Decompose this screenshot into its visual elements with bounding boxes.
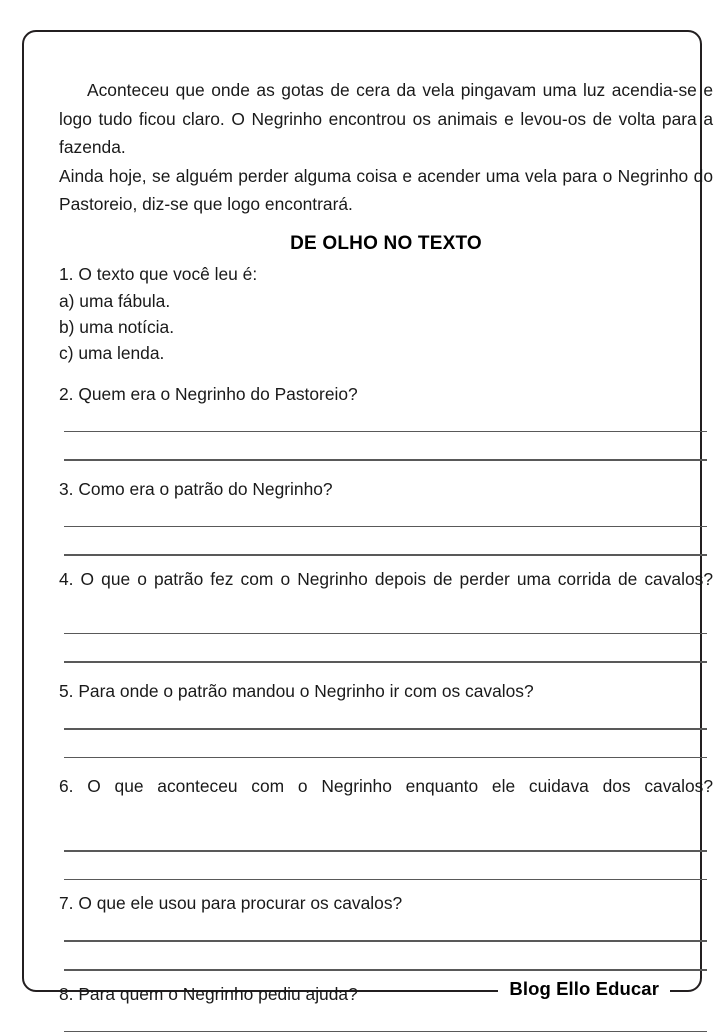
question-text-1: 1. O texto que você leu é: [59, 263, 258, 284]
spacer [59, 556, 713, 566]
question-6-answer-area[interactable] [64, 850, 713, 880]
spacer [59, 880, 713, 890]
question-1-option-c[interactable]: c) uma lenda. [59, 342, 165, 363]
spacer [59, 827, 713, 850]
question-1-option-a[interactable]: a) uma fábula. [59, 290, 171, 311]
question-block-4 [59, 566, 713, 663]
spacer [59, 461, 713, 476]
spacer [64, 634, 713, 661]
passage-paragraph-1: Aconteceu que onde as gotas de cera da vela pingavam uma luz acendia-se e logo tudo ficou claro. O Negrinho encontrou os animais e levou-os de volta para a fazenda. [59, 80, 713, 157]
passage-paragraph-2: Ainda hoje, se alguém perder alguma coisa e acender uma vela para o Negrinho do Pastoreio, diz-se que logo encontrará. [59, 165, 713, 214]
question-4-answer-area[interactable] [64, 633, 713, 663]
question-3-answer-area[interactable] [64, 526, 713, 556]
spacer [59, 705, 713, 728]
spacer [64, 527, 713, 554]
spacer [59, 1008, 713, 1031]
question-text-3: 3. Como era o patrão do Negrinho? [59, 478, 333, 499]
spacer [59, 366, 713, 381]
question-block-2 [59, 381, 713, 461]
spacer [59, 917, 713, 940]
reading-passage [59, 76, 713, 219]
question-text-2: 2. Quem era o Negrinho do Pastoreio? [59, 383, 358, 404]
question-text-7: 7. O que ele usou para procurar os cavalos? [59, 893, 403, 914]
question-block-7 [59, 890, 713, 970]
question-text-4: 4. O que o patrão fez com o Negrinho depois de perder uma corrida de cavalos? [59, 568, 713, 589]
spacer [59, 408, 713, 431]
question-1-option-b[interactable]: b) uma notícia. [59, 316, 175, 337]
question-block-5 [59, 678, 713, 758]
spacer [64, 432, 713, 459]
spacer [59, 620, 713, 633]
question-block-3 [59, 476, 713, 556]
question-7-answer-area[interactable] [64, 940, 713, 970]
spacer [64, 852, 713, 879]
question-text-8: 8. Para quem o Negrinho pediu ajuda? [59, 983, 358, 1004]
question-5-answer-area[interactable] [64, 728, 713, 758]
question-block-1 [59, 261, 713, 366]
question-text-5: 5. Para onde o patrão mandou o Negrinho ir com os cavalos? [59, 681, 534, 702]
spacer [64, 942, 713, 969]
worksheet-content [59, 76, 713, 1032]
question-text-6: 6. O que aconteceu com o Negrinho enquanto ele cuidava dos cavalos? [59, 776, 713, 797]
footer-brand-label: Blog Ello Educar [498, 978, 670, 1000]
question-block-6 [59, 773, 713, 880]
spacer [64, 730, 713, 757]
question-2-answer-area[interactable] [64, 431, 713, 461]
spacer [59, 663, 713, 678]
question-block-8 [59, 981, 713, 1032]
section-heading: DE OLHO NO TEXTO [290, 232, 482, 254]
spacer [59, 971, 713, 981]
spacer [59, 758, 713, 773]
spacer [59, 503, 713, 526]
worksheet-page-frame [22, 30, 713, 1004]
